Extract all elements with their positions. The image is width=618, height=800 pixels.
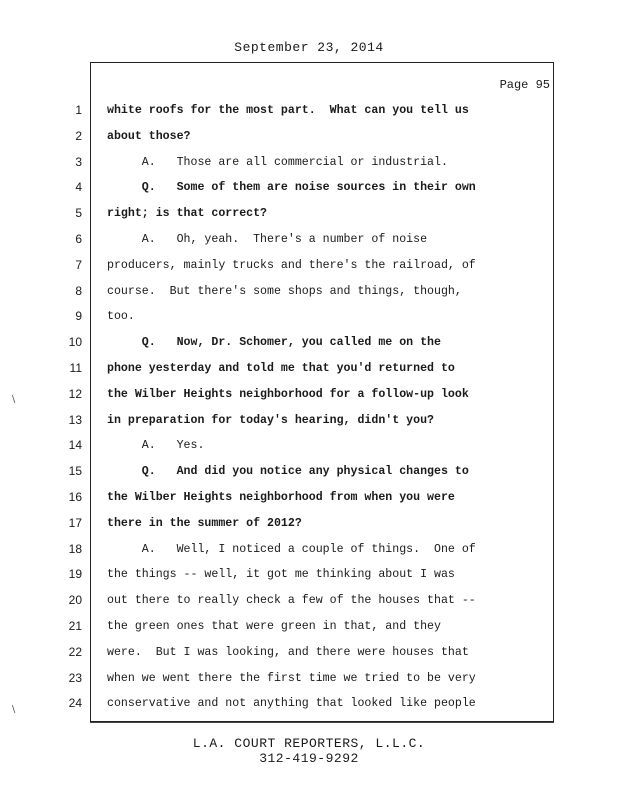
line-number: 3 [75,154,82,169]
line-number: 19 [68,567,82,582]
line-number: 22 [68,644,82,659]
question-line: Q. And did you notice any physical changes to [107,465,469,479]
line-number: 12 [68,386,82,401]
answer-line: the green ones that were green in that, and they [107,619,441,633]
question-line: there in the summer of 2012? [107,516,302,530]
line-number: 6 [75,231,82,246]
answer-line: when we went there the first time we tried to be very [107,671,476,685]
question-line: white roofs for the most part. What can you tell us [107,104,469,117]
line-number: 18 [68,541,82,556]
line-number: 10 [68,335,82,350]
scan-speck-mark: ∖ [10,706,17,717]
line-number: 16 [68,489,82,504]
question-line: in preparation for today's hearing, didn't you? [107,413,434,427]
line-number: 15 [68,464,82,479]
footer-phone-number: 312-419-9292 [259,751,359,766]
line-number: 7 [75,257,82,272]
line-number: 17 [68,515,82,530]
line-number: 20 [68,593,82,608]
answer-line: conservative and not anything that looked like people [107,697,476,711]
line-number: 2 [75,128,82,143]
line-number: 4 [75,180,82,195]
question-line: the Wilber Heights neighborhood from when you were [107,490,455,504]
question-line: right; is that correct? [107,207,268,221]
answer-line: were. But I was looking, and there were houses that [107,645,469,659]
answer-line: producers, mainly trucks and there's the railroad, of [107,258,476,272]
answer-line: out there to really check a few of the houses that -- [107,594,476,608]
question-line: Q. Now, Dr. Schomer, you called me on the [107,336,441,350]
transcript-text-column [107,98,537,717]
question-line: about those? [107,129,191,143]
line-number: 24 [68,696,82,711]
line-number: 23 [68,670,82,685]
page-number-label: Page 95 [499,78,550,92]
line-number: 13 [68,412,82,427]
line-number-column [60,98,82,717]
line-number: 21 [68,618,82,633]
transcript-date: September 23, 2014 [234,40,384,55]
answer-line: the things -- well, it got me thinking about I was [107,568,455,582]
frame-bottom-rule [90,722,554,725]
answer-line: too. [107,310,135,324]
line-number: 8 [75,283,82,298]
answer-line: A. Those are all commercial or industrial. [107,155,448,169]
line-number: 5 [75,206,82,221]
line-number: 11 [69,360,82,375]
answer-line: A. Yes. [107,439,205,453]
line-number: 14 [68,438,82,453]
question-line: phone yesterday and told me that you'd returned to [107,361,455,375]
question-line: the Wilber Heights neighborhood for a follow-up look [107,387,469,401]
court-reporter-footer [0,736,618,766]
footer-company-name: L.A. COURT REPORTERS, L.L.C. [192,736,426,751]
answer-line: course. But there's some shops and things, though, [107,284,462,298]
question-line: Q. Some of them are noise sources in their own [107,181,476,195]
answer-line: A. Well, I noticed a couple of things. One of [107,542,476,556]
scan-speck-mark: ∖ [10,396,17,407]
line-number: 9 [75,309,82,324]
line-number: 1 [75,103,82,117]
answer-line: A. Oh, yeah. There's a number of noise [107,232,428,246]
